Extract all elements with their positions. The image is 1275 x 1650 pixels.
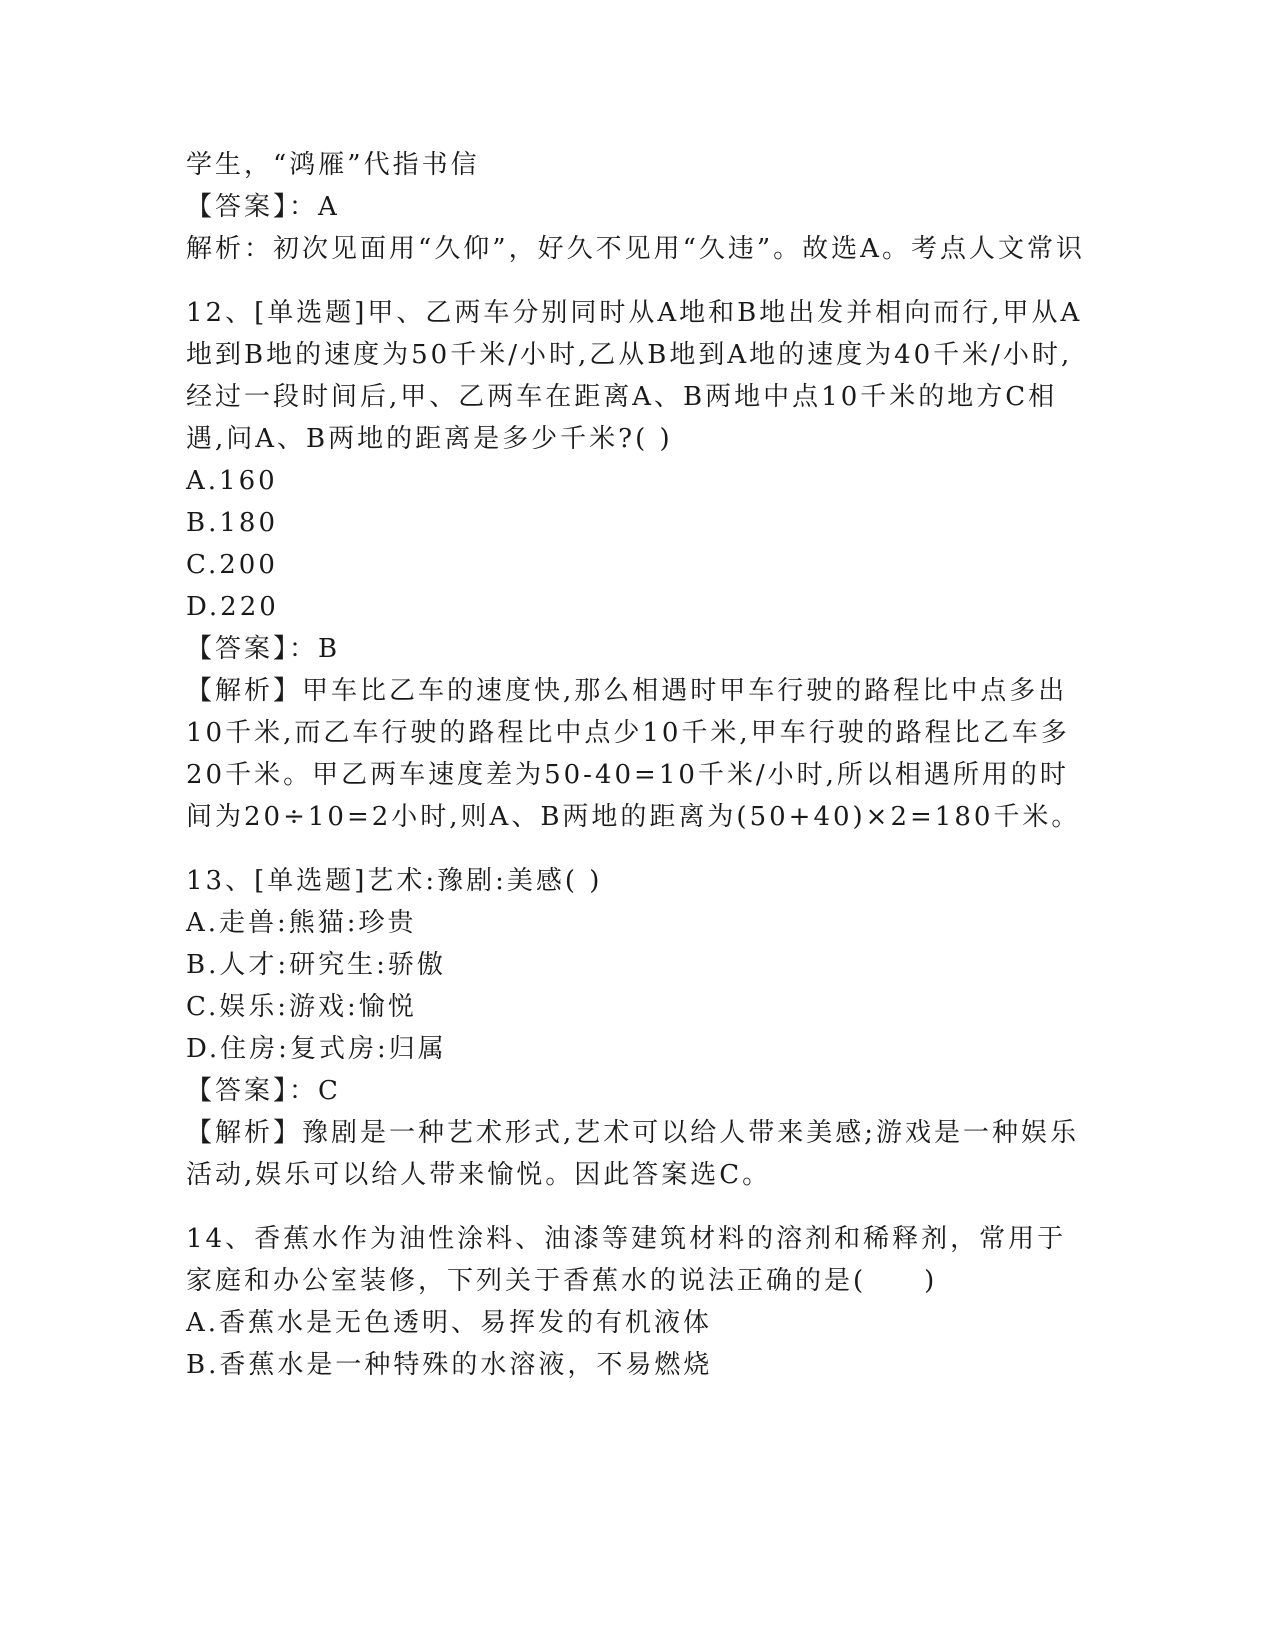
q13-stem: 13、[单选题]艺术:豫剧:美感( ) xyxy=(186,866,603,896)
spacer xyxy=(186,1196,1086,1218)
q13-answer: 【答案】：C xyxy=(186,1076,341,1106)
q13-option-b: B.人才:研究生:骄傲 xyxy=(186,950,446,980)
q13-option-a: A.走兽:熊猫:珍贵 xyxy=(186,908,417,938)
q13-analysis: 【解析】豫剧是一种艺术形式,艺术可以给人带来美感;游戏是一种娱乐活动,娱乐可以给人带来愉悦。因此答案选C。 xyxy=(186,1118,1080,1190)
document-body xyxy=(186,144,1086,1386)
q12-option-b: B.180 xyxy=(186,508,278,538)
q11-answer: 【答案】：A xyxy=(186,192,340,222)
spacer xyxy=(186,838,1086,860)
spacer xyxy=(186,270,1086,292)
q14-option-b: B.香蕉水是一种特殊的水溶液，不易燃烧 xyxy=(186,1350,713,1380)
q11-analysis: 解析：初次见面用“久仰”，好久不见用“久违”。故选A。考点人文常识 xyxy=(186,234,1085,264)
q13-option-c: C.娱乐:游戏:愉悦 xyxy=(186,992,417,1022)
q12-stem: 12、[单选题]甲、乙两车分别同时从A地和B地出发并相向而行,甲从A地到B地的速度为50千米/小时,乙从B地到A地的速度为40千米/小时,经过一段时间后,甲、乙两车在距离A、B两地中点10千米的地方C相遇,问A、B两地的距离是多少千米?( ) xyxy=(186,298,1083,454)
q12-option-d: D.220 xyxy=(186,592,279,622)
q12-option-a: A.160 xyxy=(186,466,278,496)
q13-option-d: D.住房:复式房:归属 xyxy=(186,1034,447,1064)
q12-analysis: 【解析】甲车比乙车的速度快,那么相遇时甲车行驶的路程比中点多出10千米,而乙车行驶的路程比中点少10千米,甲车行驶的路程比乙车多20千米。甲乙两车速度差为50-40=10千米/小时,所以相遇所用的时间为20÷10=2小时,则A、B两地的距离为(50+40)×2=180千米。 xyxy=(186,676,1081,832)
q11-continuation-line: 学生，“鸿雁”代指书信 xyxy=(186,150,480,180)
q14-stem: 14、香蕉水作为油性涂料、油漆等建筑材料的溶剂和稀释剂，常用于家庭和办公室装修，下列关于香蕉水的说法正确的是( ) xyxy=(186,1224,1067,1296)
q12-answer: 【答案】：B xyxy=(186,634,341,664)
q12-option-c: C.200 xyxy=(186,550,278,580)
q14-option-a: A.香蕉水是无色透明、易挥发的有机液体 xyxy=(186,1308,713,1338)
